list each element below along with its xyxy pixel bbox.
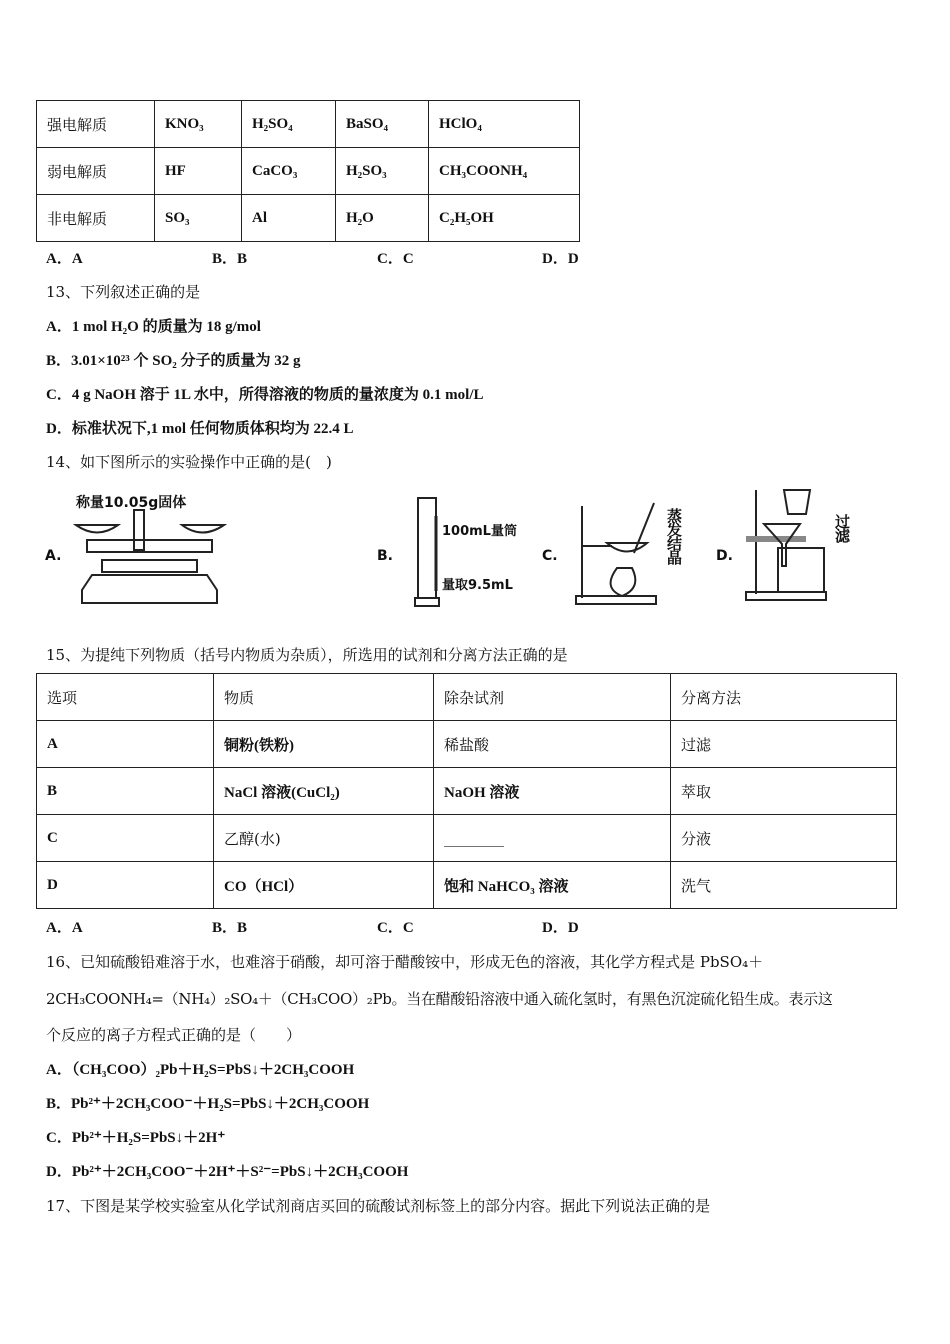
table-cell: 饱和 NaHCO₃ 溶液 — [434, 862, 671, 909]
table-header: 分离方法 — [671, 674, 897, 721]
table-row — [37, 195, 580, 242]
option-b[interactable]: B．3.01×10²³ 个 SO₂ 分子的质量为 32 g — [46, 353, 301, 369]
table-row — [37, 721, 897, 768]
table-cell: 稀盐酸 — [434, 721, 671, 768]
purification-table — [36, 673, 897, 909]
option-b[interactable]: B．Pb²⁺＋2CH₃COO⁻＋H₂S=PbS↓＋2CH₃COOH — [46, 1096, 370, 1112]
table-row — [37, 815, 897, 862]
table-header: 除杂试剂 — [434, 674, 671, 721]
table-cell: HF — [155, 148, 242, 195]
filtration-apparatus-icon — [742, 486, 832, 602]
table-cell: CH₃COONH₄ — [429, 148, 580, 195]
figure-caption: 蒸发结晶 — [665, 508, 683, 564]
table-cell: HClO₄ — [429, 101, 580, 148]
question-17-stem: 17、下图是某学校实验室从化学试剂商店买回的硫酸试剂标签上的部分内容。据此下列说法正确的是 — [46, 1197, 711, 1215]
question-16-stem: 2CH₃COONH₄=（NH₄）₂SO₄＋（CH₃COO）₂Pb。当在醋酸铅溶液中通入硫化氢时，有黑色沉淀硫化铅生成。表示这 — [46, 990, 833, 1008]
figure-caption: 过滤 — [833, 514, 851, 542]
table-cell: 非电解质 — [37, 195, 155, 242]
question-13-stem: 13、下列叙述正确的是 — [46, 283, 201, 301]
table-header: 选项 — [37, 674, 214, 721]
option-d[interactable]: D．Pb²⁺＋2CH₃COO⁻＋2H⁺＋S²⁻=PbS↓＋2CH₃COOH — [46, 1164, 409, 1180]
table-cell: 萃取 — [671, 768, 897, 815]
option-c[interactable]: C. — [542, 548, 558, 564]
table-cell: B — [37, 768, 214, 815]
table-header: 物质 — [214, 674, 434, 721]
figure-caption: 称量10.05g固体 — [76, 495, 187, 511]
table-cell: A — [37, 721, 214, 768]
table-cell: C₂H₅OH — [429, 195, 580, 242]
question-16-stem: 16、已知硫酸铅难溶于水，也难溶于硝酸，却可溶于醋酸铵中，形成无色的溶液，其化学方程式是 PbSO₄＋ — [46, 953, 764, 971]
table-cell: C — [37, 815, 214, 862]
option-d[interactable]: D．标准状况下,1 mol 任何物质体积均为 22.4 L — [46, 421, 354, 437]
table-cell: NaCl 溶液(CuCl₂) — [214, 768, 434, 815]
table-row — [37, 101, 580, 148]
table-cell: 乙醇(水) — [214, 815, 434, 862]
table-cell: H₂SO₄ — [242, 101, 336, 148]
option-b[interactable]: B．B — [212, 920, 248, 936]
option-a[interactable]: A．（CH₃COO）₂Pb＋H₂S=PbS↓＋2CH₃COOH — [46, 1062, 355, 1078]
table-cell: 强电解质 — [37, 101, 155, 148]
table-cell: NaOH 溶液 — [434, 768, 671, 815]
table-cell: CO（HCl） — [214, 862, 434, 909]
table-cell: H₂O — [336, 195, 429, 242]
option-c[interactable]: C．C — [377, 251, 414, 267]
table-row — [37, 148, 580, 195]
option-b[interactable]: B．B — [212, 251, 248, 267]
table-cell: CaCO₃ — [242, 148, 336, 195]
option-d[interactable]: D．D — [542, 251, 579, 267]
option-a[interactable]: A. — [45, 548, 62, 564]
option-b[interactable]: B. — [377, 548, 393, 564]
table-header-row — [37, 674, 897, 721]
option-c[interactable]: C．4 g NaOH 溶于 1L 水中，所得溶液的物质的量浓度为 0.1 mol/L — [46, 387, 484, 403]
table-cell: SO₃ — [155, 195, 242, 242]
option-a[interactable]: A．A — [46, 920, 83, 936]
option-a[interactable]: A．A — [46, 251, 83, 267]
table-cell: BaSO₄ — [336, 101, 429, 148]
question-15-stem: 15、为提纯下列物质（括号内物质为杂质），所选用的试剂和分离方法正确的是 — [46, 646, 568, 664]
table-row — [37, 768, 897, 815]
option-c[interactable]: C．C — [377, 920, 414, 936]
electrolyte-table — [36, 100, 580, 242]
option-d[interactable]: D．D — [542, 920, 579, 936]
table-cell: 铜粉(铁粉) — [214, 721, 434, 768]
option-d[interactable]: D. — [716, 548, 733, 564]
figure-caption: 量取9.5mL — [442, 578, 513, 593]
graduated-cylinder-icon — [412, 496, 442, 608]
figure-caption: 100mL量筒 — [442, 524, 517, 539]
table-cell: H₂SO₃ — [336, 148, 429, 195]
table-cell: ________ — [434, 815, 671, 862]
table-cell: KNO₃ — [155, 101, 242, 148]
table-cell: Al — [242, 195, 336, 242]
option-a[interactable]: A．1 mol H₂O 的质量为 18 g/mol — [46, 319, 261, 335]
question-16-stem: 个反应的离子方程式正确的是（ ） — [46, 1026, 302, 1044]
balance-figure-icon — [62, 505, 227, 605]
evaporation-apparatus-icon — [572, 498, 662, 608]
table-cell: 分液 — [671, 815, 897, 862]
question-14-stem: 14、如下图所示的实验操作中正确的是( ) — [46, 453, 332, 471]
option-c[interactable]: C．Pb²⁺＋H₂S=PbS↓＋2H⁺ — [46, 1130, 226, 1146]
table-row — [37, 862, 897, 909]
table-cell: 过滤 — [671, 721, 897, 768]
table-cell: D — [37, 862, 214, 909]
table-cell: 洗气 — [671, 862, 897, 909]
table-cell: 弱电解质 — [37, 148, 155, 195]
